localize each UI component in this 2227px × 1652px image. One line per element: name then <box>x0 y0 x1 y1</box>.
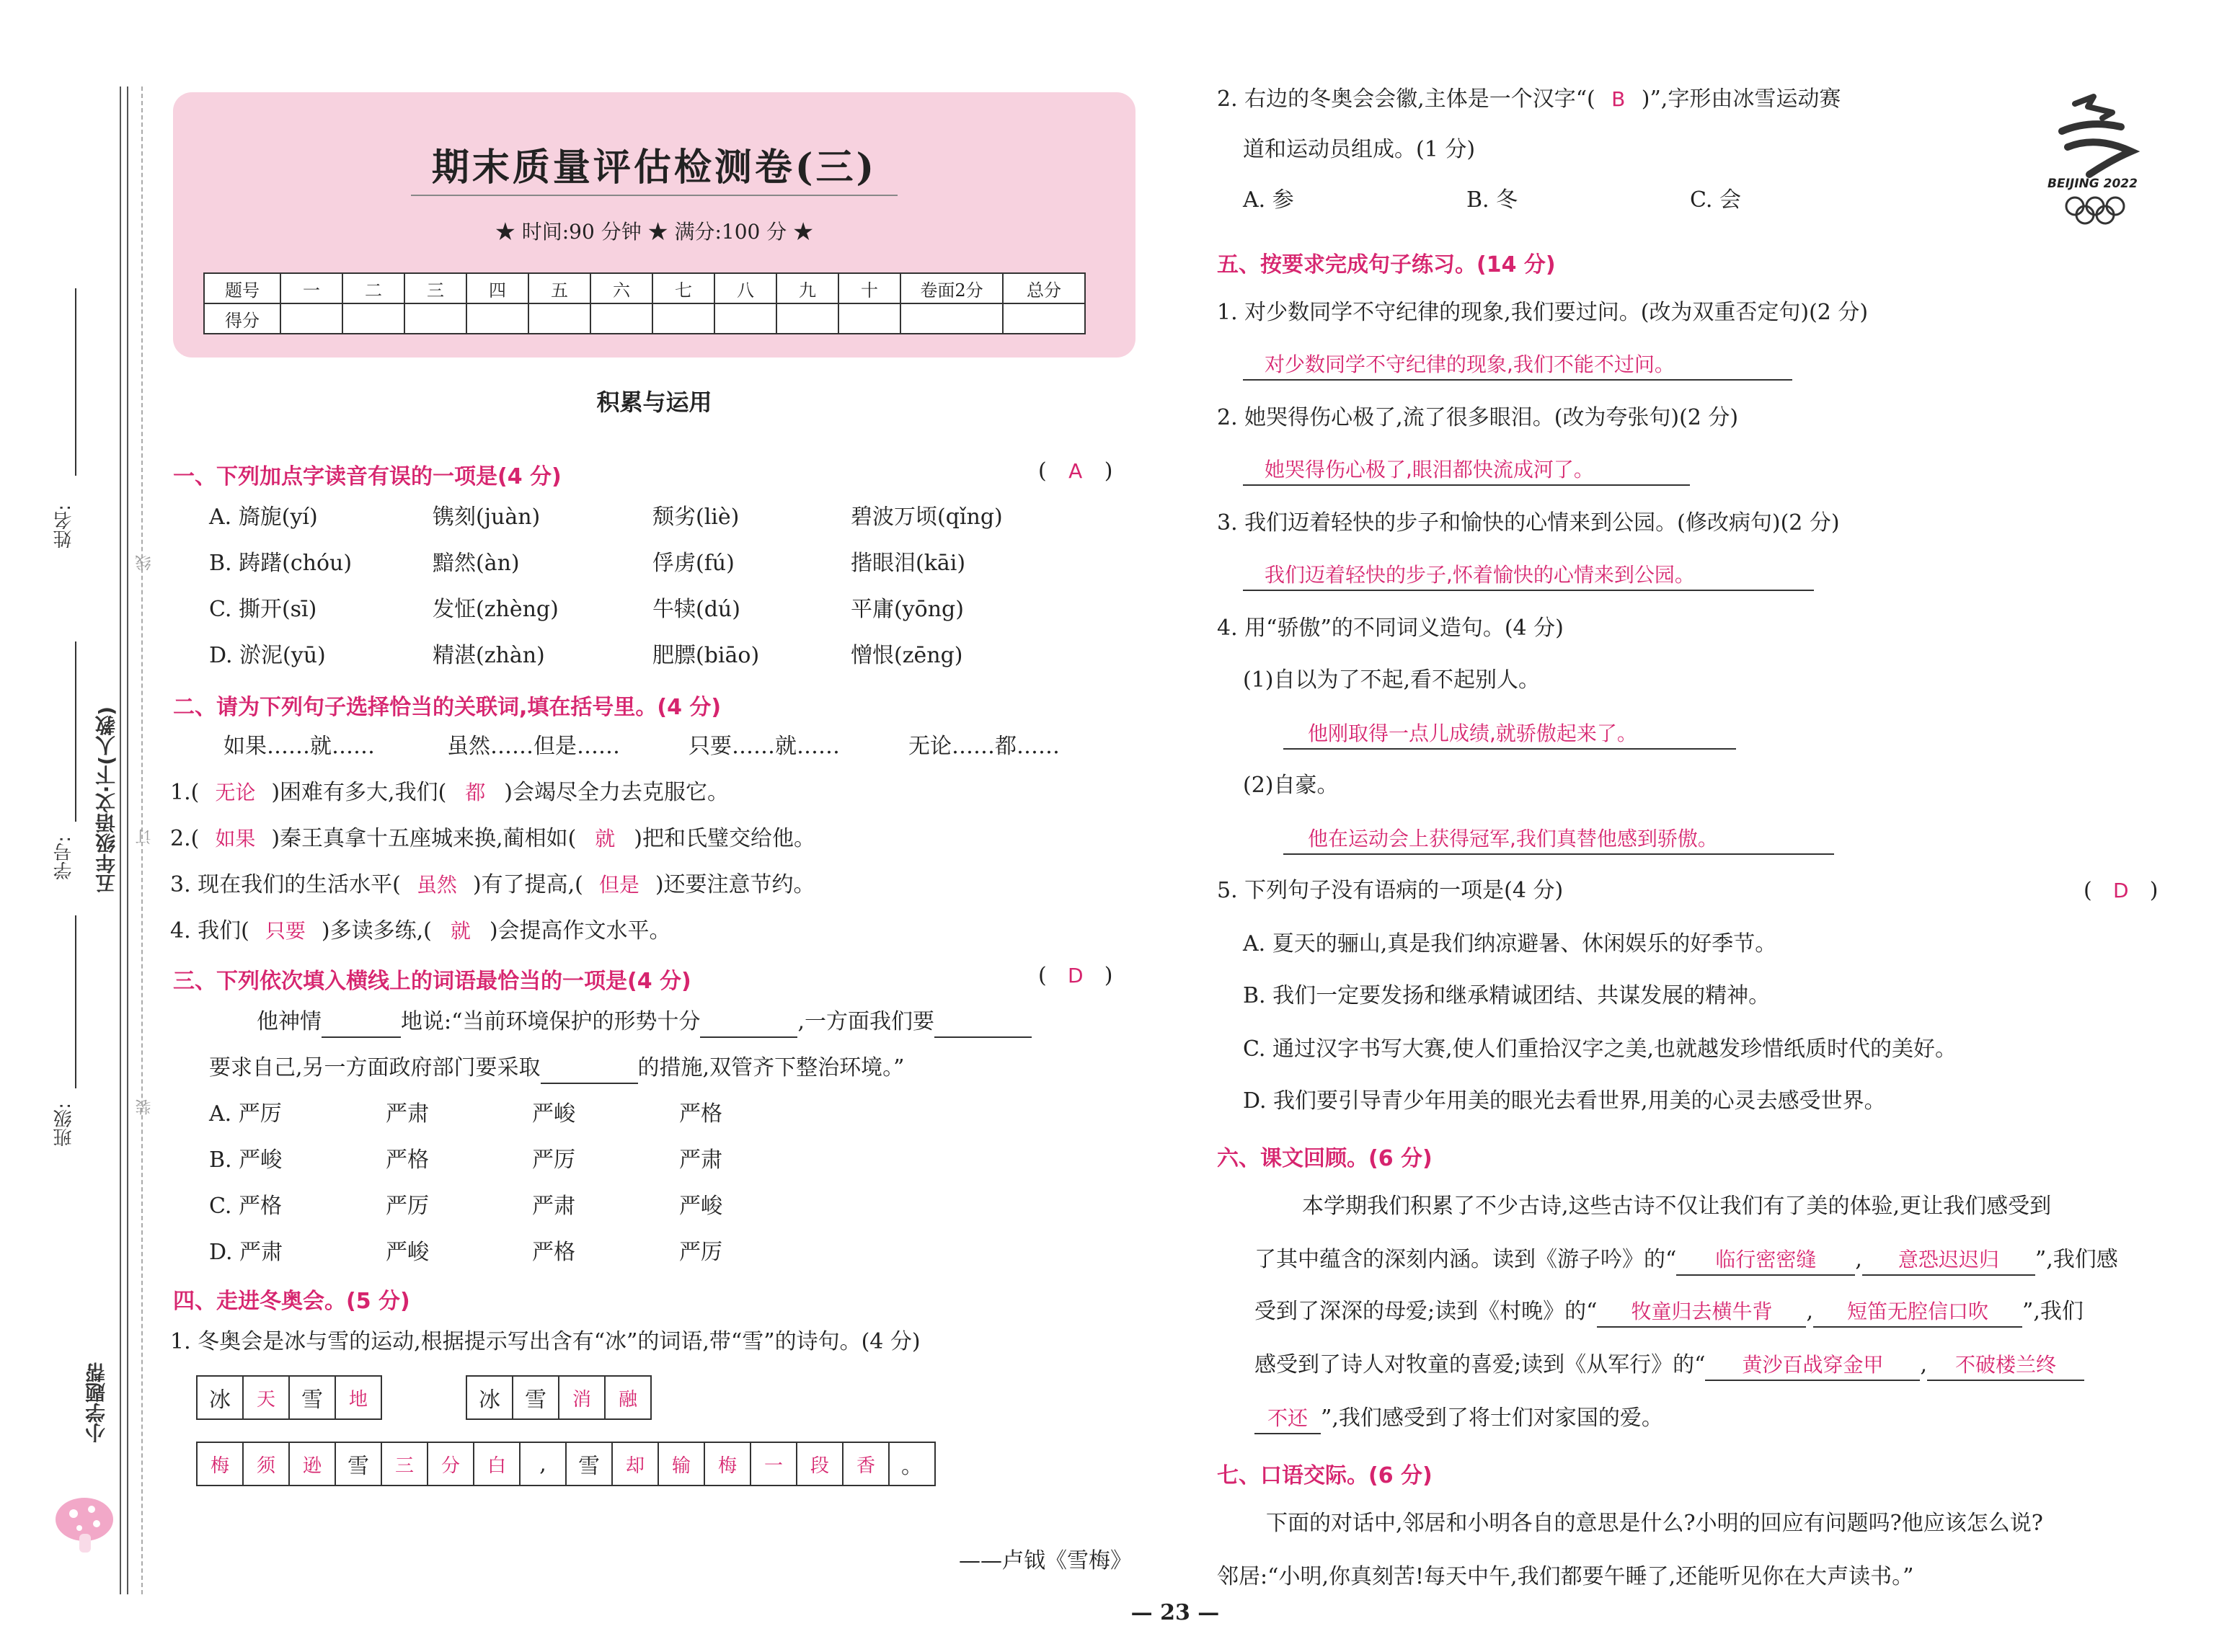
q6-title: 六、课文回顾。(6 分) <box>1217 1146 1433 1171</box>
q2-answer: 如果 <box>215 827 256 851</box>
q6-text: 受到了深深的母爱;读到《村晚》的“ <box>1254 1299 1598 1324</box>
q3-text: 要求自己,另一方面政府部门要采取 <box>209 1055 541 1080</box>
answer-char-box[interactable]: 段 <box>796 1442 844 1486</box>
q3-blank[interactable] <box>322 1008 401 1038</box>
q3-item: 严格 <box>532 1240 575 1265</box>
q2-text: 3. 现在我们的生活水平( <box>170 872 401 897</box>
score-cell[interactable] <box>528 303 590 334</box>
q2-answer: 无论 <box>215 781 256 804</box>
q6-answer: 短笛无腔信口吹 <box>1813 1297 2022 1328</box>
q5-sub4-2-answer: 他在运动会上获得冠军,我们真替他感到骄傲。 <box>1308 827 1718 851</box>
q3-item: 严厉 <box>532 1147 575 1173</box>
score-header-cell: 题号 <box>204 273 280 303</box>
q1-item: 碧波万顷(qǐng) <box>851 505 1003 530</box>
q2-text: )困难有多大,我们( <box>271 780 447 805</box>
given-char-box: 雪 <box>335 1442 382 1486</box>
q5-sub5-option: D. 我们要引导青少年用美的眼光去看世界,用美的心灵去感受世界。 <box>1243 1088 1886 1114</box>
q5-sub5-answer-paren <box>2084 876 2158 905</box>
q5-sub5: 5. 下列句子没有语病的一项是(4 分) <box>1217 878 1564 903</box>
q3-answer: D <box>1067 964 1084 987</box>
score-header-cell: 六 <box>590 273 652 303</box>
q4-sub2-option: A. 参 <box>1243 187 1294 213</box>
score-cell[interactable] <box>590 303 652 334</box>
q6-text: , <box>1920 1352 1927 1377</box>
given-char-box: 冰 <box>196 1375 244 1420</box>
answer-char-box[interactable]: 分 <box>427 1442 474 1486</box>
q6-text: , <box>1855 1247 1862 1272</box>
answer-char-box[interactable]: 须 <box>242 1442 290 1486</box>
brand-label: 小学题帮 <box>84 1362 108 1443</box>
q3-item: 严峻 <box>386 1240 429 1265</box>
class-label: 班级: <box>53 1103 75 1147</box>
q5-answer: 我们迈着轻快的步子,怀着愉快的心情来到公园。 <box>1265 563 1695 587</box>
q6-answer: 黄沙百战穿金甲 <box>1705 1351 1920 1381</box>
q2-item <box>170 871 815 900</box>
q6-text: 感受到了诗人对牧童的喜爱;读到《从军行》的“ <box>1254 1352 1706 1377</box>
zhuang-label: 装 <box>136 1099 154 1115</box>
xian-label: 线 <box>136 555 154 571</box>
q7-title: 七、口语交际。(6 分) <box>1217 1463 1433 1488</box>
q1-item: 平庸(yōng) <box>851 597 964 622</box>
q2-answer: 虽然 <box>416 873 457 897</box>
q4-sub2-option: C. 会 <box>1690 187 1741 213</box>
score-cell[interactable] <box>776 303 838 334</box>
paren-open: ( <box>2084 878 2092 903</box>
q2-option: 虽然……但是…… <box>447 734 620 759</box>
score-cell[interactable] <box>404 303 466 334</box>
q2-answer: 就 <box>595 827 616 851</box>
q5-question: 1. 对少数同学不守纪律的现象,我们要过问。(改为双重否定句)(2 分) <box>1217 300 1869 325</box>
q5-answer-line <box>1243 456 1690 486</box>
q1-item: 黯然(àn) <box>433 551 520 576</box>
student-no-label: 学号: <box>53 836 75 880</box>
answer-char-box[interactable]: 三 <box>381 1442 428 1486</box>
q4-sub1: 1. 冬奥会是冰与雪的运动,根据提示写出含有“冰”的词语,带“雪”的诗句。(4 分) <box>170 1329 921 1354</box>
q3-item: 严厉 <box>386 1194 429 1219</box>
given-char-box: , <box>519 1442 567 1486</box>
section-heading: 积累与运用 <box>596 388 712 416</box>
q2-text: )把和氏璧交给他。 <box>634 826 815 851</box>
q2-text: 4. 我们( <box>170 918 249 943</box>
q1-answer-paren <box>1038 457 1112 486</box>
q3-blank[interactable] <box>700 1008 797 1038</box>
q1-answer: A <box>1068 459 1083 483</box>
q1-item: D. 淤泥(yū) <box>209 643 326 668</box>
q1-item: 精湛(zhàn) <box>433 643 545 668</box>
answer-char-box[interactable]: 消 <box>558 1375 606 1420</box>
answer-char-box[interactable]: 地 <box>335 1375 382 1420</box>
q3-title: 三、下列依次填入横线上的词语最恰当的一项是(4 分) <box>173 969 691 994</box>
score-header-cell: 五 <box>528 273 590 303</box>
q4-sub2 <box>1217 85 1841 114</box>
q6-answer: 意恐迟迟归 <box>1862 1245 2035 1276</box>
q6-text: ”,我们 <box>2022 1299 2084 1324</box>
mushroom-icon <box>52 1492 124 1557</box>
olympic-emblem-icon <box>2046 91 2154 228</box>
q1-item: 肥膘(biāo) <box>652 643 760 668</box>
q5-sub4-2: (2)自豪。 <box>1243 773 1339 798</box>
q4-word-boxes-2 <box>467 1375 652 1420</box>
given-char-box: 冰 <box>466 1375 513 1420</box>
score-header-cell: 卷面2分 <box>900 273 1003 303</box>
q3-item: 严肃 <box>532 1194 575 1219</box>
given-char-box: 雪 <box>512 1375 559 1420</box>
q1-item: 憎恨(zēng) <box>851 643 963 668</box>
q2-answer: 就 <box>450 919 471 943</box>
q3-text: 地说:“当前环境保护的形势十分 <box>401 1009 701 1034</box>
title-underline <box>411 195 898 196</box>
q2-item <box>170 778 729 807</box>
q5-answer: 对少数同学不守纪律的现象,我们不能不过问。 <box>1265 352 1675 376</box>
q2-text: )还要注意节约。 <box>655 872 815 897</box>
q2-answer: 只要 <box>265 919 306 943</box>
score-header-cell: 三 <box>404 273 466 303</box>
q2-option: 无论……都…… <box>908 734 1060 759</box>
q4-word-boxes-1 <box>198 1375 382 1420</box>
q6-line <box>1254 1404 1663 1434</box>
q4-sub2-line2: 道和运动员组成。(1 分) <box>1243 137 1476 162</box>
q5-answer-line <box>1243 350 1792 381</box>
q3-item: C. 严格 <box>209 1194 282 1219</box>
q3-item: B. 严峻 <box>209 1147 283 1173</box>
score-cell[interactable] <box>900 303 1003 334</box>
q4-sub2-option: B. 冬 <box>1466 187 1518 213</box>
answer-char-box[interactable]: 天 <box>242 1375 290 1420</box>
q1-item: B. 踌躇(chóu) <box>209 551 353 576</box>
q2-item <box>170 917 671 946</box>
q5-sub4-1-answer-line <box>1283 719 1736 750</box>
q5-question: 2. 她哭得伤心极了,流了很多眼泪。(改为夸张句)(2 分) <box>1217 405 1739 430</box>
q4-poem-boxes <box>198 1442 936 1486</box>
q6-line <box>1254 1351 2084 1381</box>
q3-item: 严格 <box>386 1147 429 1173</box>
title-panel <box>173 92 1135 358</box>
q5-title: 五、按要求完成句子练习。(14 分) <box>1217 252 1556 277</box>
q3-item: 严肃 <box>386 1101 429 1127</box>
score-cell[interactable] <box>714 303 776 334</box>
q6-answer: 牧童归去横牛背 <box>1597 1297 1806 1328</box>
q2-text: )有了提高,( <box>472 872 583 897</box>
q3-item: 严厉 <box>679 1240 722 1265</box>
q5-sub5-option: A. 夏天的骊山,真是我们纳凉避暑、休闲娱乐的好季节。 <box>1243 931 1777 956</box>
q1-item: 发怔(zhèng) <box>433 597 559 622</box>
q6-answer: 临行密密缝 <box>1676 1245 1855 1276</box>
q5-sub4-1: (1)自以为了不起,看不起别人。 <box>1243 667 1541 693</box>
q2-text: )秦王真拿十五座城来换,蔺相如( <box>271 826 577 851</box>
q2-option: 只要……就…… <box>689 734 840 759</box>
q1-item: A. 旖旎(yí) <box>209 505 318 530</box>
q3-text: ,一方面我们要 <box>797 1009 934 1034</box>
answer-char-box[interactable]: 融 <box>604 1375 652 1420</box>
given-char-box: 雪 <box>288 1375 336 1420</box>
answer-char-box[interactable]: 输 <box>658 1442 705 1486</box>
q3-item: A. 严厉 <box>209 1101 282 1127</box>
q5-answer-line <box>1243 561 1814 591</box>
q7-line: 下面的对话中,邻居和小明各自的意思是什么?小明的回应有问题吗?他应该怎么说? <box>1266 1511 2043 1536</box>
given-char-box: 。 <box>888 1442 936 1486</box>
q3-item: 严肃 <box>679 1147 722 1173</box>
q3-text: 他神情 <box>257 1009 322 1034</box>
answer-char-box[interactable]: 却 <box>611 1442 659 1486</box>
q3-item: D. 严肃 <box>209 1240 283 1265</box>
paren-open: ( <box>1038 963 1047 988</box>
q5-answer: 她哭得伤心极了,眼泪都快流成河了。 <box>1265 458 1594 481</box>
q1-item: 牛犊(dú) <box>652 597 740 622</box>
q6-answer: 不还 <box>1254 1404 1321 1434</box>
q4-title: 四、走进冬奥会。(5 分) <box>173 1289 410 1314</box>
margin-solid-line-2 <box>127 86 128 1594</box>
q3-item: 严峻 <box>679 1194 722 1219</box>
q4-sub2-text: )”,字形由冰雪运动赛 <box>1641 86 1841 112</box>
q6-line <box>1254 1245 2118 1276</box>
paren-close: ) <box>1104 458 1113 484</box>
q2-text: )会提高作文水平。 <box>489 918 671 943</box>
q2-answer: 但是 <box>598 873 639 897</box>
q3-item: 严格 <box>679 1101 722 1127</box>
q3-blank[interactable] <box>934 1008 1032 1038</box>
exam-title: 期末质量评估检测卷(三) <box>431 146 877 190</box>
ding-label: 订 <box>136 829 154 845</box>
emblem-text: BEIJING 2022 <box>2047 177 2138 191</box>
q1-item: 揩眼泪(kāi) <box>851 551 966 576</box>
q3-item: 严峻 <box>532 1101 575 1127</box>
q2-text: 1.( <box>170 780 200 805</box>
page-number: — 23 — <box>1130 1600 1220 1625</box>
q5-sub4-2-answer-line <box>1283 825 1834 855</box>
score-header-cell: 七 <box>652 273 714 303</box>
score-row-label: 得分 <box>204 303 280 334</box>
q6-answer: 不破楼兰终 <box>1927 1351 2084 1381</box>
q5-sub5-option: B. 我们一定要发扬和继承精诚团结、共谋发展的精神。 <box>1243 983 1771 1008</box>
score-header-cell: 总分 <box>1003 273 1085 303</box>
name-line <box>75 288 76 476</box>
q2-text: )会竭尽全力去克服它。 <box>504 780 729 805</box>
score-cell[interactable] <box>652 303 714 334</box>
answer-char-box[interactable]: 梅 <box>196 1442 244 1486</box>
exam-subtitle: ★ 时间:90 分钟 ★ 满分:100 分 ★ <box>495 220 814 244</box>
q3-passage-line <box>209 1054 904 1084</box>
q7-line: 邻居:“小明,你真刻苦!每天中午,我们都要午睡了,还能听见你在大声读书。” <box>1217 1564 1914 1589</box>
score-cell[interactable] <box>466 303 528 334</box>
score-table <box>203 272 1086 334</box>
q1-item: 俘虏(fú) <box>652 551 735 576</box>
given-char-box: 雪 <box>565 1442 613 1486</box>
answer-char-box[interactable]: 香 <box>842 1442 890 1486</box>
q6-text: 了其中蕴含的深刻内涵。读到《游子吟》的“ <box>1254 1247 1677 1272</box>
student-no-line <box>75 641 76 822</box>
q2-title: 二、请为下列句子选择恰当的关联词,填在括号里。(4 分) <box>173 695 722 720</box>
paren-close: ) <box>2149 878 2159 903</box>
q6-text: , <box>1806 1299 1813 1324</box>
answer-char-box[interactable]: 梅 <box>704 1442 751 1486</box>
q2-option: 如果……就…… <box>223 734 375 759</box>
answer-char-box[interactable]: 白 <box>473 1442 521 1486</box>
q6-line: 本学期我们积累了不少古诗,这些古诗不仅让我们有了美的体验,更让我们感受到 <box>1302 1194 2052 1219</box>
score-header-cell: 二 <box>342 273 404 303</box>
q1-title: 一、下列加点字读音有误的一项是(4 分) <box>173 464 562 489</box>
score-table-header-row <box>204 273 1085 303</box>
score-header-cell: 九 <box>776 273 838 303</box>
q2-text: )多读多练,( <box>321 918 432 943</box>
q3-passage-line <box>257 1008 1032 1038</box>
score-cell[interactable] <box>838 303 900 334</box>
score-cell[interactable] <box>280 303 342 334</box>
score-table-score-row <box>204 303 1085 334</box>
score-header-cell: 一 <box>280 273 342 303</box>
paren-close: ) <box>1104 963 1113 988</box>
class-line <box>75 915 76 1088</box>
q2-answer: 都 <box>465 781 486 804</box>
score-cell[interactable] <box>1003 303 1085 334</box>
q5-sub5-option: C. 通过汉字书写大赛,使人们重拾汉字之美,也就越发珍惜纸质时代的美好。 <box>1243 1036 1957 1062</box>
score-header-cell: 八 <box>714 273 776 303</box>
name-label: 姓名: <box>53 505 75 549</box>
q3-answer-paren <box>1038 962 1112 990</box>
q1-item: 颓劣(liè) <box>652 505 740 530</box>
q1-item: C. 撕开(sī) <box>209 597 317 622</box>
answer-char-box[interactable]: 逊 <box>288 1442 336 1486</box>
q1-item: 镌刻(juàn) <box>433 505 541 530</box>
q3-text: 的措施,双管齐下整治环境。” <box>637 1055 905 1080</box>
q2-item <box>170 825 815 853</box>
q4-sub2-answer: B <box>1611 87 1626 111</box>
answer-char-box[interactable]: 一 <box>750 1442 797 1486</box>
q2-text: 2.( <box>170 826 200 851</box>
q6-text: ”,我们感受到了将士们对家国的爱。 <box>1321 1405 1663 1431</box>
score-header-cell: 十 <box>838 273 900 303</box>
q3-blank[interactable] <box>541 1054 638 1084</box>
q5-sub4: 4. 用“骄傲”的不同词义造句。(4 分) <box>1217 616 1564 641</box>
q5-sub5-answer: D <box>2112 879 2129 902</box>
score-cell[interactable] <box>342 303 404 334</box>
paren-open: ( <box>1038 458 1047 484</box>
grade-label: 五年级语文·下(人教) <box>94 706 118 894</box>
q4-sub2-text: 2. 右边的冬奥会会徽,主体是一个汉字“( <box>1217 86 1595 112</box>
poem-source: ——卢钺《雪梅》 <box>959 1548 1132 1573</box>
q6-line <box>1254 1297 2084 1328</box>
q6-text: ”,我们感 <box>2035 1247 2118 1272</box>
q5-question: 3. 我们迈着轻快的步子和愉快的心情来到公园。(修改病句)(2 分) <box>1217 510 1840 536</box>
score-header-cell: 四 <box>466 273 528 303</box>
q5-sub4-1-answer: 他刚取得一点儿成绩,就骄傲起来了。 <box>1308 721 1637 745</box>
